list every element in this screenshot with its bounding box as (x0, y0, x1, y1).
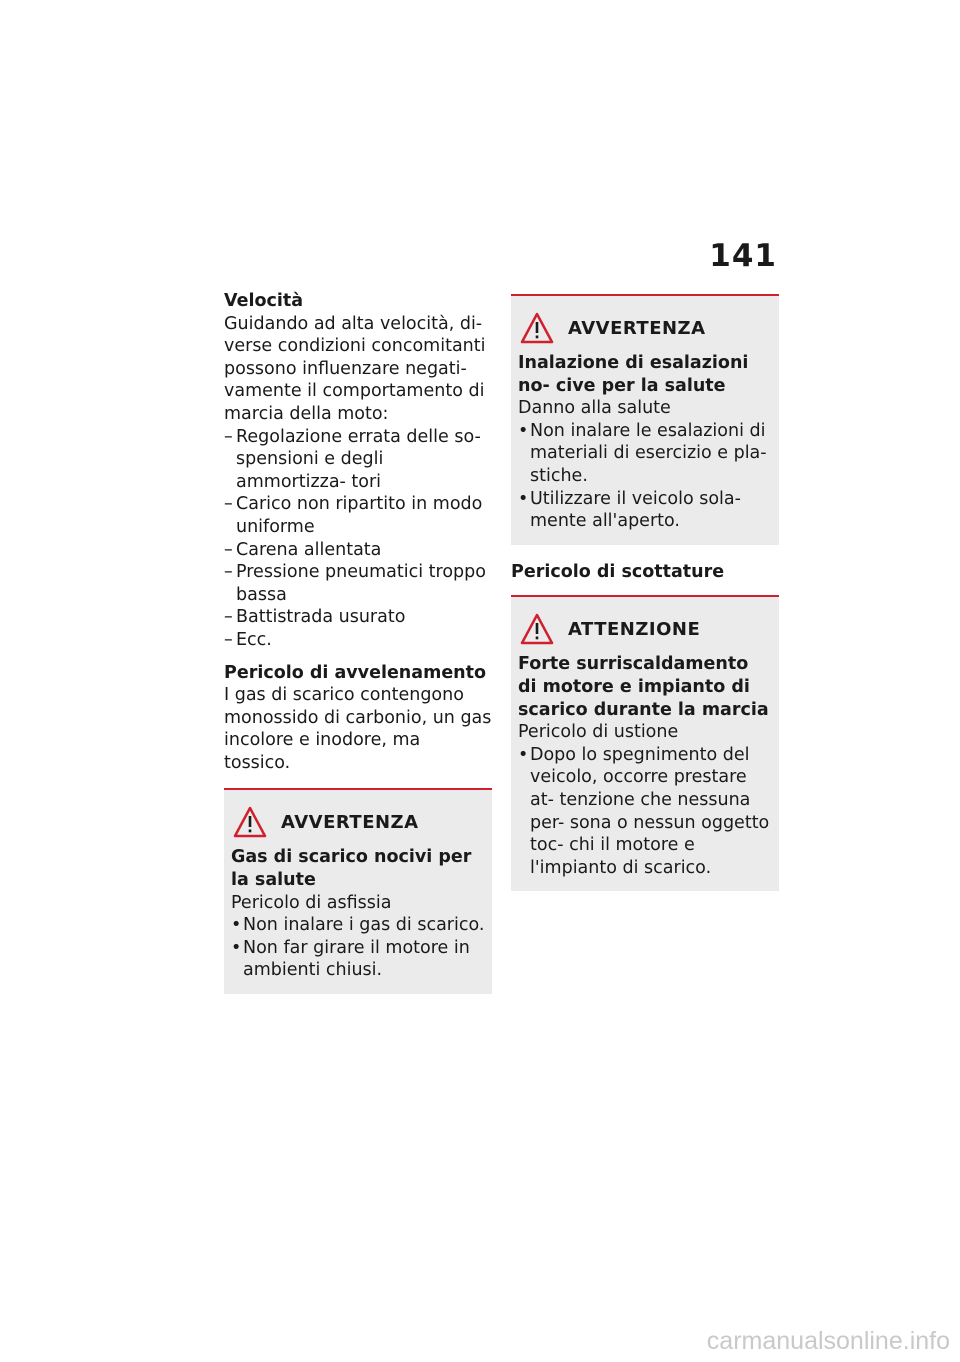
warning-bullet: • Utilizzare il veicolo sola- mente all'aperto. (518, 488, 772, 533)
list-item: – Carico non ripartito in modo uniforme (224, 493, 492, 538)
velocita-heading: Velocità (224, 291, 304, 311)
caution-box-scottature (511, 595, 779, 891)
left-column (224, 290, 492, 994)
warning-bullet: • Non inalare le esalazioni di materiali di esercizio e pla- stiche. (518, 420, 772, 488)
avvelenamento-heading: Pericolo di avvelenamento (224, 662, 487, 683)
warning-bullet: • Non inalare i gas di scarico. (231, 914, 485, 937)
warning-header (518, 308, 772, 348)
warning-box-gas (224, 788, 492, 994)
velocita-paragraph: Guidando ad alta velocità, di- verse condizioni concomitanti possono influenzare negati- vamente il comportamento di marcia della moto: (224, 313, 486, 424)
list-item: – Ecc. (224, 629, 492, 652)
warning-bullet: • Non far girare il motore in ambienti chiusi. (231, 937, 485, 982)
list-item: – Battistrada usurato (224, 606, 492, 629)
warning-subtitle: Danno alla salute (518, 398, 671, 419)
warning-title: AVVERTENZA (281, 811, 419, 833)
conditions-list (224, 426, 492, 652)
warning-heading: Inalazione di esalazioni no- cive per la salute (518, 353, 749, 396)
caution-header (518, 609, 772, 649)
warning-subtitle: Pericolo di asfissia (231, 892, 392, 913)
warning-box-esalazioni (511, 294, 779, 545)
right-column (511, 294, 779, 891)
scottature-heading: Pericolo di scottature (511, 561, 725, 582)
caution-heading: Forte surriscaldamento di motore e impianto di scarico durante la marcia (518, 654, 769, 720)
list-item: – Regolazione errata delle so- spensioni e degli ammortizza- tori (224, 426, 492, 494)
warning-triangle-icon (520, 312, 554, 344)
caution-title: ATTENZIONE (568, 618, 701, 640)
avvelenamento-paragraph: I gas di scarico contengono monossido di carbonio, un gas incolore e inodore, ma tossico. (224, 685, 492, 773)
warning-triangle-icon (520, 613, 554, 645)
warning-triangle-icon (233, 806, 267, 838)
list-item: – Pressione pneumatici troppo bassa (224, 561, 492, 606)
caution-subtitle: Pericolo di ustione (518, 722, 679, 743)
warning-title: AVVERTENZA (568, 317, 706, 339)
warning-header (231, 802, 485, 842)
caution-bullet: • Dopo lo spegnimento del veicolo, occorre prestare at- tenzione che nessuna per- sona o nessun oggetto toc- chi il motore e l'impianto di scarico. (518, 744, 772, 880)
footer-watermark: carmanualsonline.info (706, 1327, 950, 1355)
list-item: – Carena allentata (224, 539, 492, 562)
warning-heading: Gas di scarico nocivi per la salute (231, 847, 472, 891)
page-number: 141 (709, 238, 777, 274)
